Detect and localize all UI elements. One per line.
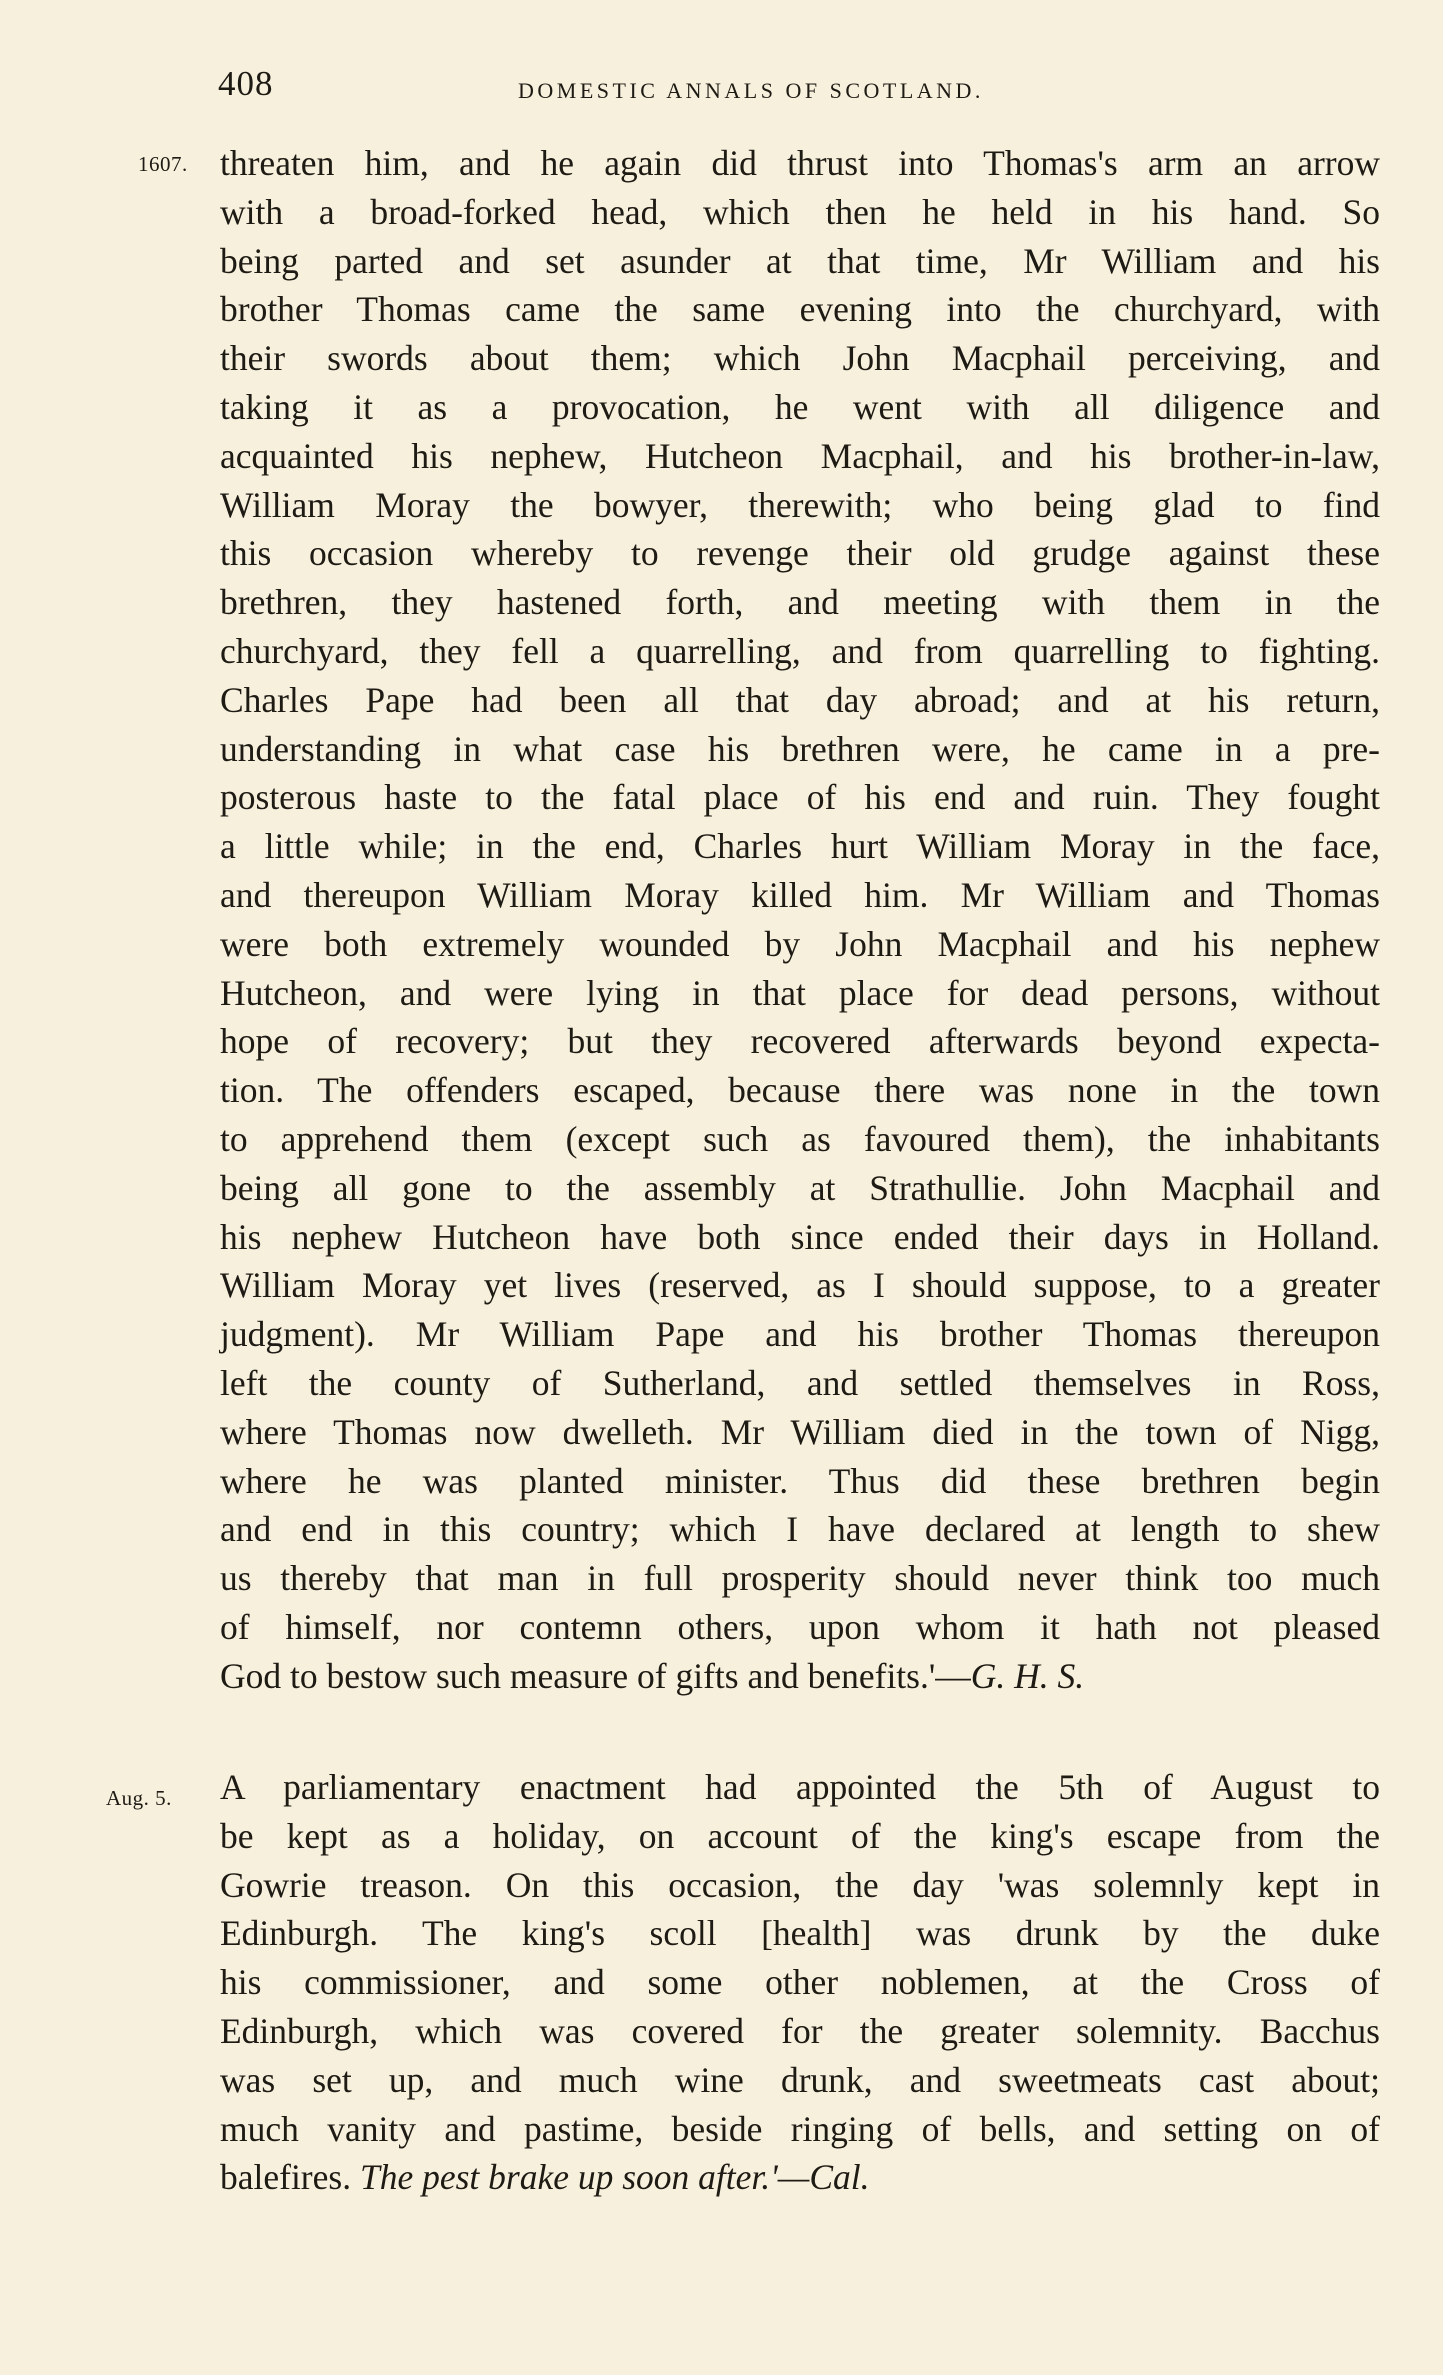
text-line: posterous haste to the fatal place of his end and ruin. They fought [220, 777, 1380, 818]
text-line: William Moray yet lives (reserved, as I should suppose, to a greater [220, 1265, 1380, 1306]
text-line: brethren, they hastened forth, and meeting with them in the [220, 582, 1380, 623]
text-line: were both extremely wounded by John Macphail and his nephew [220, 923, 1380, 964]
text-line: hope of recovery; but they recovered afterwards beyond expecta- [220, 1021, 1380, 1062]
text-line-last [220, 2153, 1380, 2202]
text-line: his commissioner, and some other noblemen, at the Cross of [220, 1962, 1380, 2003]
text-line: of himself, nor contemn others, upon whom it hath not pleased [220, 1606, 1380, 1647]
paragraph-2 [220, 1763, 1380, 2202]
text-line: where he was planted minister. Thus did these brethren begin [220, 1460, 1380, 1501]
text-line: to apprehend them (except such as favoured them), the inhabitants [220, 1118, 1380, 1159]
text-line: being all gone to the assembly at Strathullie. John Macphail and [220, 1167, 1380, 1208]
margin-date-note: Aug. 5. [106, 1786, 172, 1810]
text-line: tion. The offenders escaped, because there was none in the town [220, 1070, 1380, 1111]
text-line: Edinburgh. The king's scoll [health] was drunk by the duke [220, 1913, 1380, 1954]
text-line: where Thomas now dwelleth. Mr William died in the town of Nigg, [220, 1411, 1380, 1452]
text-line: Gowrie treason. On this occasion, the day 'was solemnly kept in [220, 1864, 1380, 1905]
text-line: churchyard, they fell a quarrelling, and from quarrelling to fighting. [220, 630, 1380, 671]
text-line: this occasion whereby to revenge their old grudge against these [220, 533, 1380, 574]
text-line: much vanity and pastime, beside ringing of bells, and setting on of [220, 2108, 1380, 2149]
text-line: threaten him, and he again did thrust into Thomas's arm an arrow [220, 143, 1380, 183]
margin-year-note: 1607. [138, 152, 188, 176]
text-line: his nephew Hutcheon have both since ended their days in Holland. [220, 1216, 1380, 1257]
line-text: God to bestow such measure of gifts and benefits.'— [220, 1655, 971, 1696]
line-text: balefires. [220, 2157, 360, 2198]
text-line: was set up, and much wine drunk, and sweetmeats cast about; [220, 2059, 1380, 2100]
text-line: understanding in what case his brethren were, he came in a pre- [220, 728, 1380, 769]
running-title: DOMESTIC ANNALS OF SCOTLAND. [518, 78, 984, 103]
text-line: with a broad-forked head, which then he held in his hand. So [220, 191, 1380, 232]
text-line: us thereby that man in full prosperity should never think too much [220, 1558, 1380, 1599]
page-number: 408 [218, 64, 274, 103]
text-line: being parted and set asunder at that time, Mr William and his [220, 240, 1380, 281]
text-line: Edinburgh, which was covered for the greater solemnity. Bacchus [220, 2010, 1380, 2051]
text-line: A parliamentary enactment had appointed the 5th of August to [220, 1767, 1380, 1807]
text-line: their swords about them; which John Macphail perceiving, and [220, 338, 1380, 379]
text-line: brother Thomas came the same evening into the churchyard, with [220, 289, 1380, 330]
source-attribution: G. H. S. [970, 1655, 1085, 1696]
page-header [218, 64, 1378, 124]
text-line: a little while; in the end, Charles hurt William Moray in the face, [220, 826, 1380, 867]
text-line: be kept as a holiday, on account of the king's escape from the [220, 1815, 1380, 1856]
text-line-last [220, 1652, 1380, 1701]
text-line: left the county of Sutherland, and settled themselves in Ross, [220, 1362, 1380, 1403]
source-attribution: The pest brake up soon after.'—Cal. [359, 2157, 870, 2198]
text-line: and thereupon William Moray killed him. Mr William and Thomas [220, 874, 1380, 915]
text-line: William Moray the bowyer, therewith; who being glad to find [220, 484, 1380, 525]
text-line: Charles Pape had been all that day abroad; and at his return, [220, 679, 1380, 720]
text-line: judgment). Mr William Pape and his brother Thomas thereupon [220, 1314, 1380, 1355]
text-line: taking it as a provocation, he went with all diligence and [220, 386, 1380, 427]
paragraph-1 [220, 139, 1380, 1701]
text-line: acquainted his nephew, Hutcheon Macphail, and his brother-in-law, [220, 435, 1380, 476]
text-line: Hutcheon, and were lying in that place for dead persons, without [220, 972, 1380, 1013]
text-line: and end in this country; which I have declared at length to shew [220, 1509, 1380, 1550]
